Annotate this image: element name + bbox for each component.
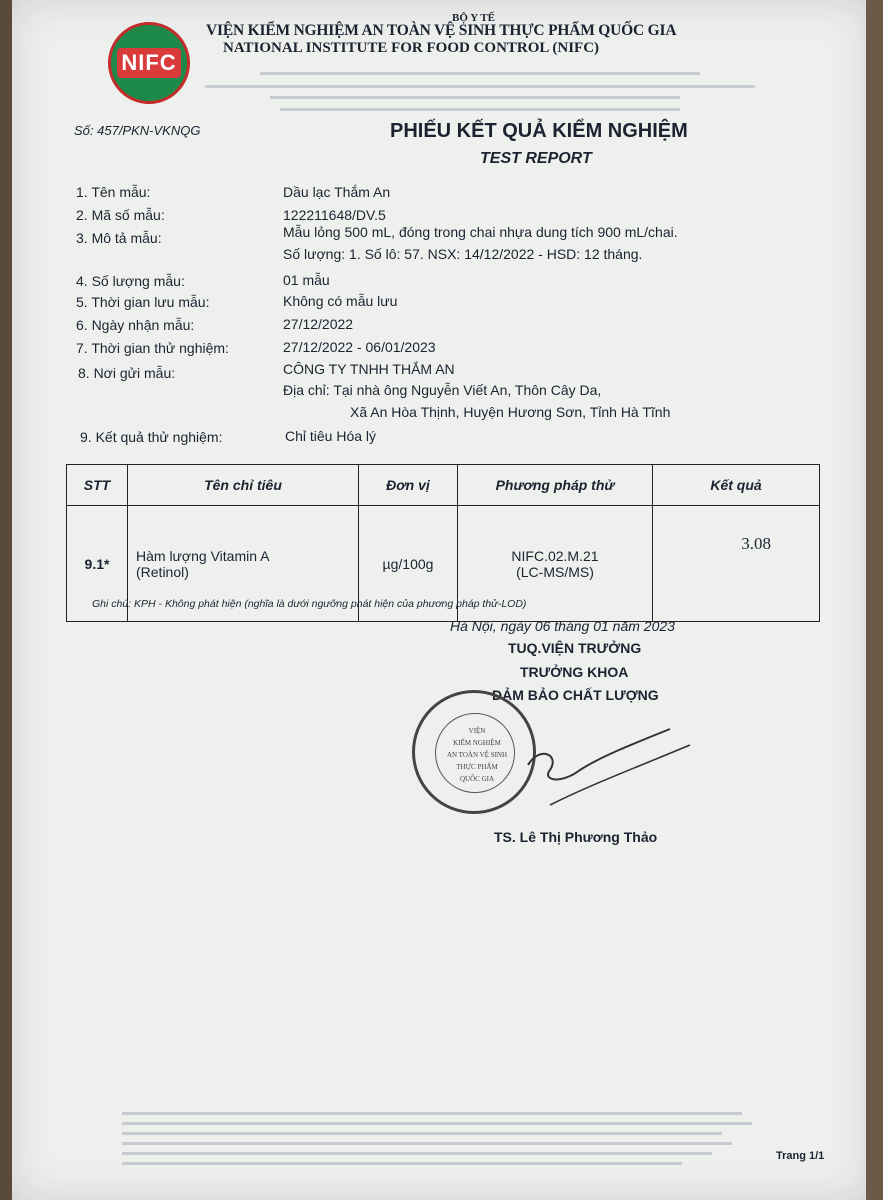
header-contact-line [260, 72, 700, 75]
column-header-result: Kết quả [653, 465, 820, 506]
test-period-label: 7. Thời gian thử nghiệm: [76, 340, 229, 356]
footer-note-line [122, 1112, 742, 1115]
institute-name-en: NATIONAL INSTITUTE FOR FOOD CONTROL (NIFC) [223, 40, 600, 56]
official-stamp [412, 690, 536, 814]
footer-note-line [122, 1122, 752, 1125]
footer-note-line [122, 1132, 722, 1135]
test-period-value: 27/12/2022 - 06/01/2023 [283, 339, 436, 355]
stamp-text: QUỐC GIA [459, 775, 495, 783]
indicator-name-line2: (Retinol) [136, 563, 189, 580]
note: Ghi chú: KPH - Không phát hiện (nghĩa là dưới ngưỡng phát hiện của phương pháp thử-LOD) [92, 598, 527, 610]
signature-title-2: TRƯỞNG KHOA [520, 664, 629, 680]
ministry-name: BỘ Y TẾ [452, 12, 495, 24]
document-number: Số: 457/PKN-VKNQG [74, 123, 201, 138]
sample-code-value: 122211648/DV.5 [283, 207, 386, 223]
report-title: PHIẾU KẾT QUẢ KIỂM NGHIỆM [390, 120, 688, 142]
signer-name: TS. Lê Thị Phương Thảo [494, 829, 658, 845]
institute-name-vn: VIỆN KIỂM NGHIỆM AN TOÀN VỆ SINH THỰC PHẨM QUỐC GIA [206, 22, 677, 39]
test-result-label: 9. Kết quả thử nghiệm: [80, 429, 223, 445]
cell-stt: 9.1* [67, 506, 128, 622]
stamp-text: KIỂM NGHIỆM [453, 739, 501, 747]
stamp-text: VIỆN [468, 727, 486, 735]
footer-note-line [122, 1152, 712, 1155]
sample-description-line1: Mẫu lỏng 500 mL, đóng trong chai nhựa dung tích 900 mL/chai. [283, 224, 678, 240]
test-result-value: Chỉ tiêu Hóa lý [285, 428, 377, 444]
cell-result: 3.08 [653, 506, 820, 622]
header-contact-line [280, 108, 680, 111]
header-contact-line [270, 96, 680, 99]
sample-name-label: 1. Tên mẫu: [76, 184, 151, 200]
receive-date-label: 6. Ngày nhận mẫu: [76, 317, 195, 333]
place-date: Hà Nội, ngày 06 tháng 01 năm 2023 [450, 618, 675, 634]
sender-company: CÔNG TY TNHH THẮM AN [283, 361, 455, 377]
method-line2: (LC-MS/MS) [516, 563, 594, 580]
column-header-stt: STT [67, 465, 128, 506]
sample-description-line2: Số lượng: 1. Số lô: 57. NSX: 14/12/2022 - HSD: 12 tháng. [283, 246, 643, 262]
footer-note-line [122, 1142, 732, 1145]
column-header-unit: Đơn vị [359, 465, 458, 506]
footer-note-line [122, 1162, 682, 1165]
column-header-method: Phương pháp thử [458, 465, 653, 506]
sample-quantity-label: 4. Số lượng mẫu: [76, 273, 185, 289]
retention-label: 5. Thời gian lưu mẫu: [76, 294, 210, 310]
stamp-text: THỰC PHẨM [456, 763, 498, 771]
sample-code-label: 2. Mã số mẫu: [76, 207, 165, 223]
sender-label: 8. Nơi gửi mẫu: [78, 365, 176, 381]
nifc-logo: NIFC [108, 22, 190, 104]
retention-value: Không có mẫu lưu [283, 293, 398, 309]
report-subtitle: TEST REPORT [480, 150, 592, 167]
table-header-row [67, 465, 820, 506]
column-header-indicator: Tên chỉ tiêu [128, 465, 359, 506]
sample-description-label: 3. Mô tả mẫu: [76, 230, 162, 246]
sample-quantity-value: 01 mẫu [283, 272, 330, 288]
signature-title-3: ĐẢM BẢO CHẤT LƯỢNG [492, 687, 659, 703]
cell-unit: µg/100g [359, 506, 458, 622]
background-edge [866, 0, 883, 1200]
indicator-name-line1: Hàm lượng Vitamin A [136, 547, 270, 564]
sender-address-line1: Địa chỉ: Tại nhà ông Nguyễn Viết An, Thôn Cây Da, [283, 382, 602, 398]
stamp-text: AN TOÀN VỆ SINH [446, 751, 508, 759]
sender-address-line2: Xã An Hòa Thịnh, Huyện Hương Sơn, Tỉnh Hà Tĩnh [350, 404, 671, 420]
signature-title-1: TUQ.VIỆN TRƯỞNG [508, 640, 642, 656]
receive-date-value: 27/12/2022 [283, 316, 354, 332]
sample-name-value: Dầu lạc Thắm An [283, 184, 391, 200]
header-contact-line [205, 85, 755, 88]
page-number: Trang 1/1 [776, 1150, 825, 1162]
handwritten-signature [520, 715, 700, 815]
method-line1: NIFC.02.M.21 [511, 547, 599, 564]
